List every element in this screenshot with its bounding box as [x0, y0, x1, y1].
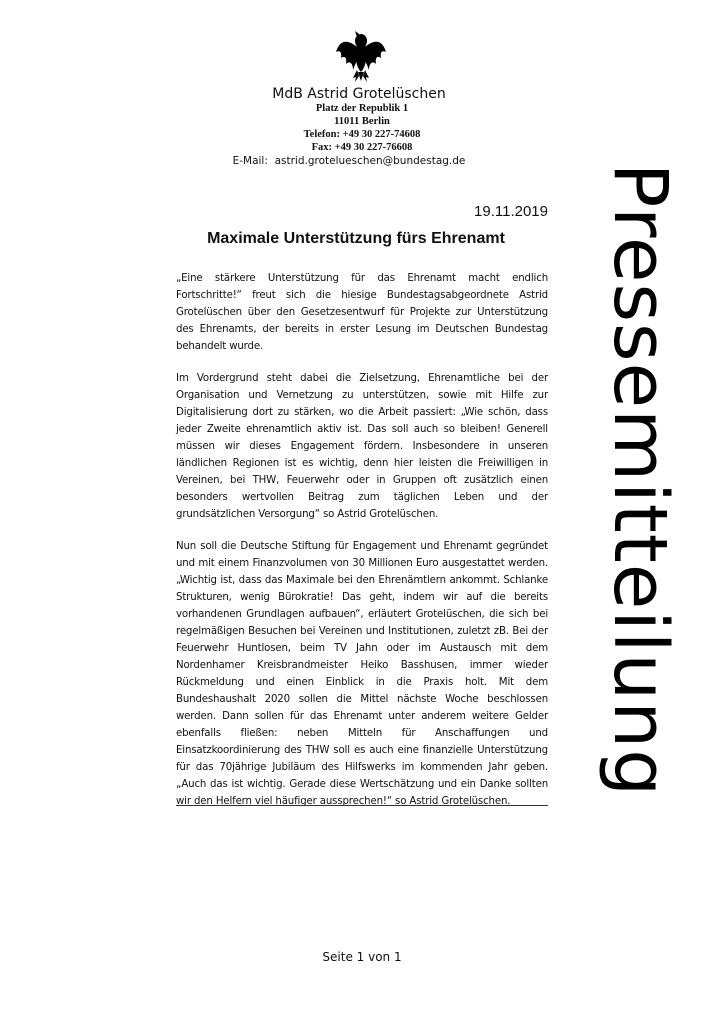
fax-line: Fax: +49 30 227-76608	[311, 142, 413, 153]
body-divider	[176, 805, 548, 806]
sender-name: MdB Astrid Grotelüschen	[272, 86, 446, 102]
email-label: E-Mail:	[232, 155, 268, 167]
page-number-footer: Seite 1 von 1	[322, 950, 402, 964]
headline-text: Maximale Unterstützung fürs Ehrenamt	[207, 230, 505, 247]
paragraph-2: Im Vordergrund steht dabei die Zielsetzung, Ehrenamtliche bei der Organisation und Vernetzung zu unterstützen, sowie mit Hilfe zur Digitalisierung dort zu stärken, wo die Arbeit passiert: „Wie schön, dass jeder Zweite ehrenamtlich aktiv ist. Das soll auch so bleiben! Generell müssen wir dieses Engagement fördern. Insbesondere in unseren ländlichen Regionen ist es wichtig, denn hier leisten die Freiwilligen in Vereinen, bei THW, Feuerwehr oder in Gruppen oft zusätzlich einen besonders wertvollen Beitrag zum täglichen Leben und der grundsätzlichen Versorgung“ so Astrid Grotelüschen.	[176, 373, 548, 520]
email-address: astrid.grotelueschen@bundestag.de	[274, 155, 466, 167]
document-date: 19.11.2019	[474, 203, 548, 220]
address-line-2: 11011 Berlin	[334, 116, 390, 127]
pressemitteilung-side-title: Pressemitteilung	[597, 162, 683, 798]
phone-line: Telefon: +49 30 227-74608	[303, 129, 421, 140]
bundestag-eagle-logo	[335, 28, 387, 84]
headline	[0, 230, 724, 248]
address-line-1: Platz der Republik 1	[315, 103, 409, 114]
paragraph-3: Nun soll die Deutsche Stiftung für Engagement und Ehrenamt gegründet und mit einem Finanzvolumen von 30 Millionen Euro ausgestattet werden. „Wichtig ist, dass das Maximale bei den Ehrenämtlern ankommt. Schlanke Strukturen, wenig Bürokratie! Das geht, indem wir auf die bereits vorhandenen Grundlagen aufbauen“, erläutert Grotelüschen, die sich bei regelmäßigen Besuchen bei Vereinen und Institutionen, zuletzt zB. Bei der Feuerwehr Huntlosen, beim TV Jahn oder im Austausch mit dem Nordenhamer Kreisbrandmeister Heiko Basshusen, immer wieder Rückmeldung und einen Einblick in die Praxis holt. Mit dem Bundeshaushalt 2020 sollen die Mittel nächste Woche beschlossen werden. Dann sollen für das Ehrenamt unter anderem weitere Gelder ebenfalls fließen: neben Mitteln für Anschaffungen und Einsatzkoordinierung des THW soll es auch eine finanzielle Unterstützung für das 70jährige Jubiläum des Hilfswerks im kommenden Jahr geben. „Auch das ist wichtig. Gerade diese Wertschätzung und ein Danke sollten wir den Helfern viel häufiger aussprechen!“ so Astrid Grotelüschen.	[176, 541, 548, 807]
paragraph-1: „Eine stärkere Unterstützung für das Ehrenamt macht endlich Fortschritte!“ freut sich die hiesige Bundestagsabgeordnete Astrid Grotelüschen über den Gesetzesentwurf für Projekte zur Unterstützung des Ehrenamts, der bereits in erster Lesung im Deutschen Bundestag behandelt wurde.	[176, 273, 548, 352]
press-release-body	[176, 270, 548, 825]
